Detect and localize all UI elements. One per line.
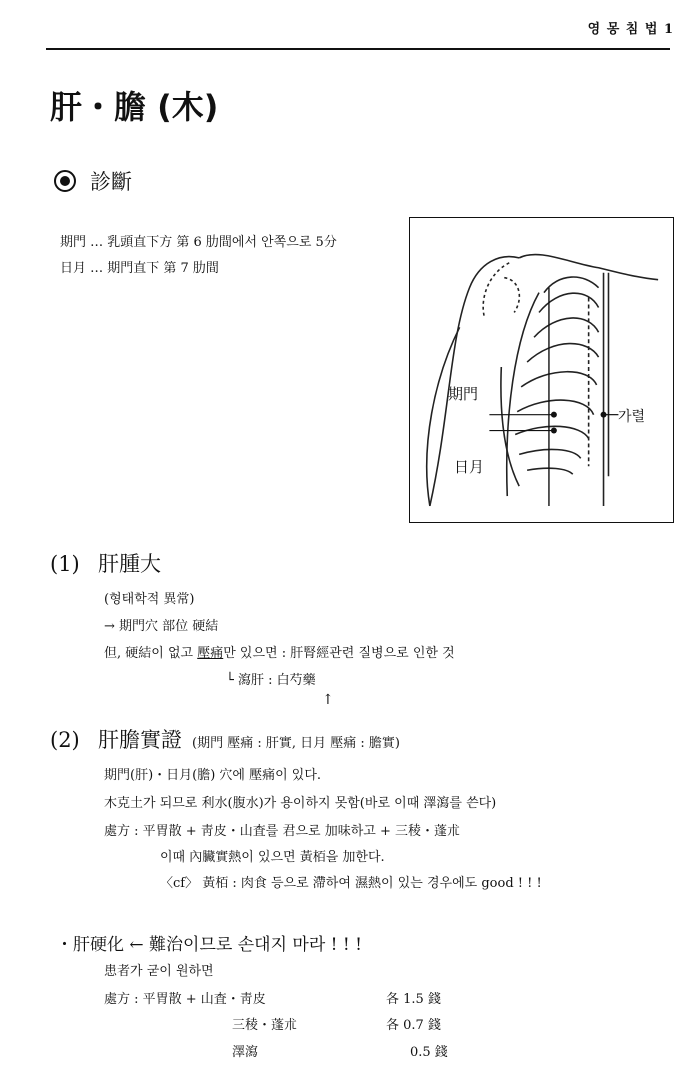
page-title: 肝・膽 (木) [50, 88, 219, 126]
diagnosis-heading [54, 166, 132, 196]
prescription-row-2-dose: 各 0.7 錢 [386, 1018, 441, 1033]
section1-number: (1) [50, 552, 80, 576]
section2-title: 肝膽實證 [98, 728, 182, 752]
label-riyue: 日月 [454, 458, 485, 476]
ribcage-illustration [410, 218, 673, 522]
section1-note: (형태학적 異常) [104, 592, 195, 607]
section1-line2 [104, 642, 455, 661]
section1-title: 肝腫大 [98, 552, 161, 576]
diagnosis-line-riyue: 日月 … 期門直下 第 7 肋間 [60, 261, 219, 276]
header-rule [46, 48, 670, 50]
section1-line3: └ 瀉肝 : 白芍藥 [226, 673, 316, 688]
diagnosis-heading-text: 診斷 [90, 170, 132, 194]
prescription-row-3-label: 澤瀉 [232, 1045, 259, 1060]
section2-subnote: (期門 壓痛 : 肝實, 日月 壓痛 : 膽實) [192, 736, 400, 751]
section1-line2-pre: 但, 硬結이 없고 [104, 646, 198, 661]
label-midline: 가렬 [618, 409, 646, 425]
section2-line4: 이때 內臟實熱이 있으면 黃栢을 加한다. [160, 850, 385, 865]
section1-line2-underlined: 壓痛 [197, 646, 224, 661]
section2-line2: 木克土가 되므로 利水(腹水)가 용이하지 못함(바로 이때 澤瀉를 쓴다) [104, 796, 497, 811]
section1-heading [50, 548, 161, 578]
prescription-row-2-label: 三稜・蓬朮 [232, 1018, 298, 1033]
prescription-row-3-dose: 0.5 錢 [410, 1045, 448, 1060]
section1-line2-post: 만 있으면 : 肝腎經관련 질병으로 인한 것 [223, 646, 455, 661]
section2-number: (2) [50, 728, 80, 752]
section2-line1: 期門(肝)・日月(膽) 穴에 壓痛이 있다. [104, 768, 322, 783]
section2-line5: 〈cf〉 黃栢 : 肉食 등으로 滯하여 濕熱이 있는 경우에도 good ! ! ! [160, 876, 542, 891]
diagnosis-line-qimen: 期門 … 乳頭直下方 第 6 肋間에서 안쪽으로 5分 [60, 235, 337, 250]
label-qimen: 期門 [448, 385, 479, 403]
prescription-row-1-label: 處方 : 平胃散 + 山査・靑皮 [104, 992, 266, 1007]
section2-line3: 處方 : 平胃散 + 靑皮・山査를 君으로 加味하고 + 三稜・蓬朮 [104, 824, 461, 839]
anatomy-diagram [409, 217, 674, 523]
section2-heading [50, 724, 400, 754]
section3-patient: 患者가 굳이 원하면 [104, 964, 214, 979]
section1-line1: → 期門穴 部位 硬結 [104, 619, 219, 634]
section3-heading: ・肝硬化 ← 難治이므로 손대지 마라 ! ! ! [56, 935, 362, 955]
section1-arrow: ↑ [322, 692, 334, 708]
prescription-row-1-dose: 各 1.5 錢 [386, 992, 441, 1007]
circle-bullet-icon [54, 170, 76, 192]
page-header: 영 몽 침 법 1 [587, 22, 674, 37]
